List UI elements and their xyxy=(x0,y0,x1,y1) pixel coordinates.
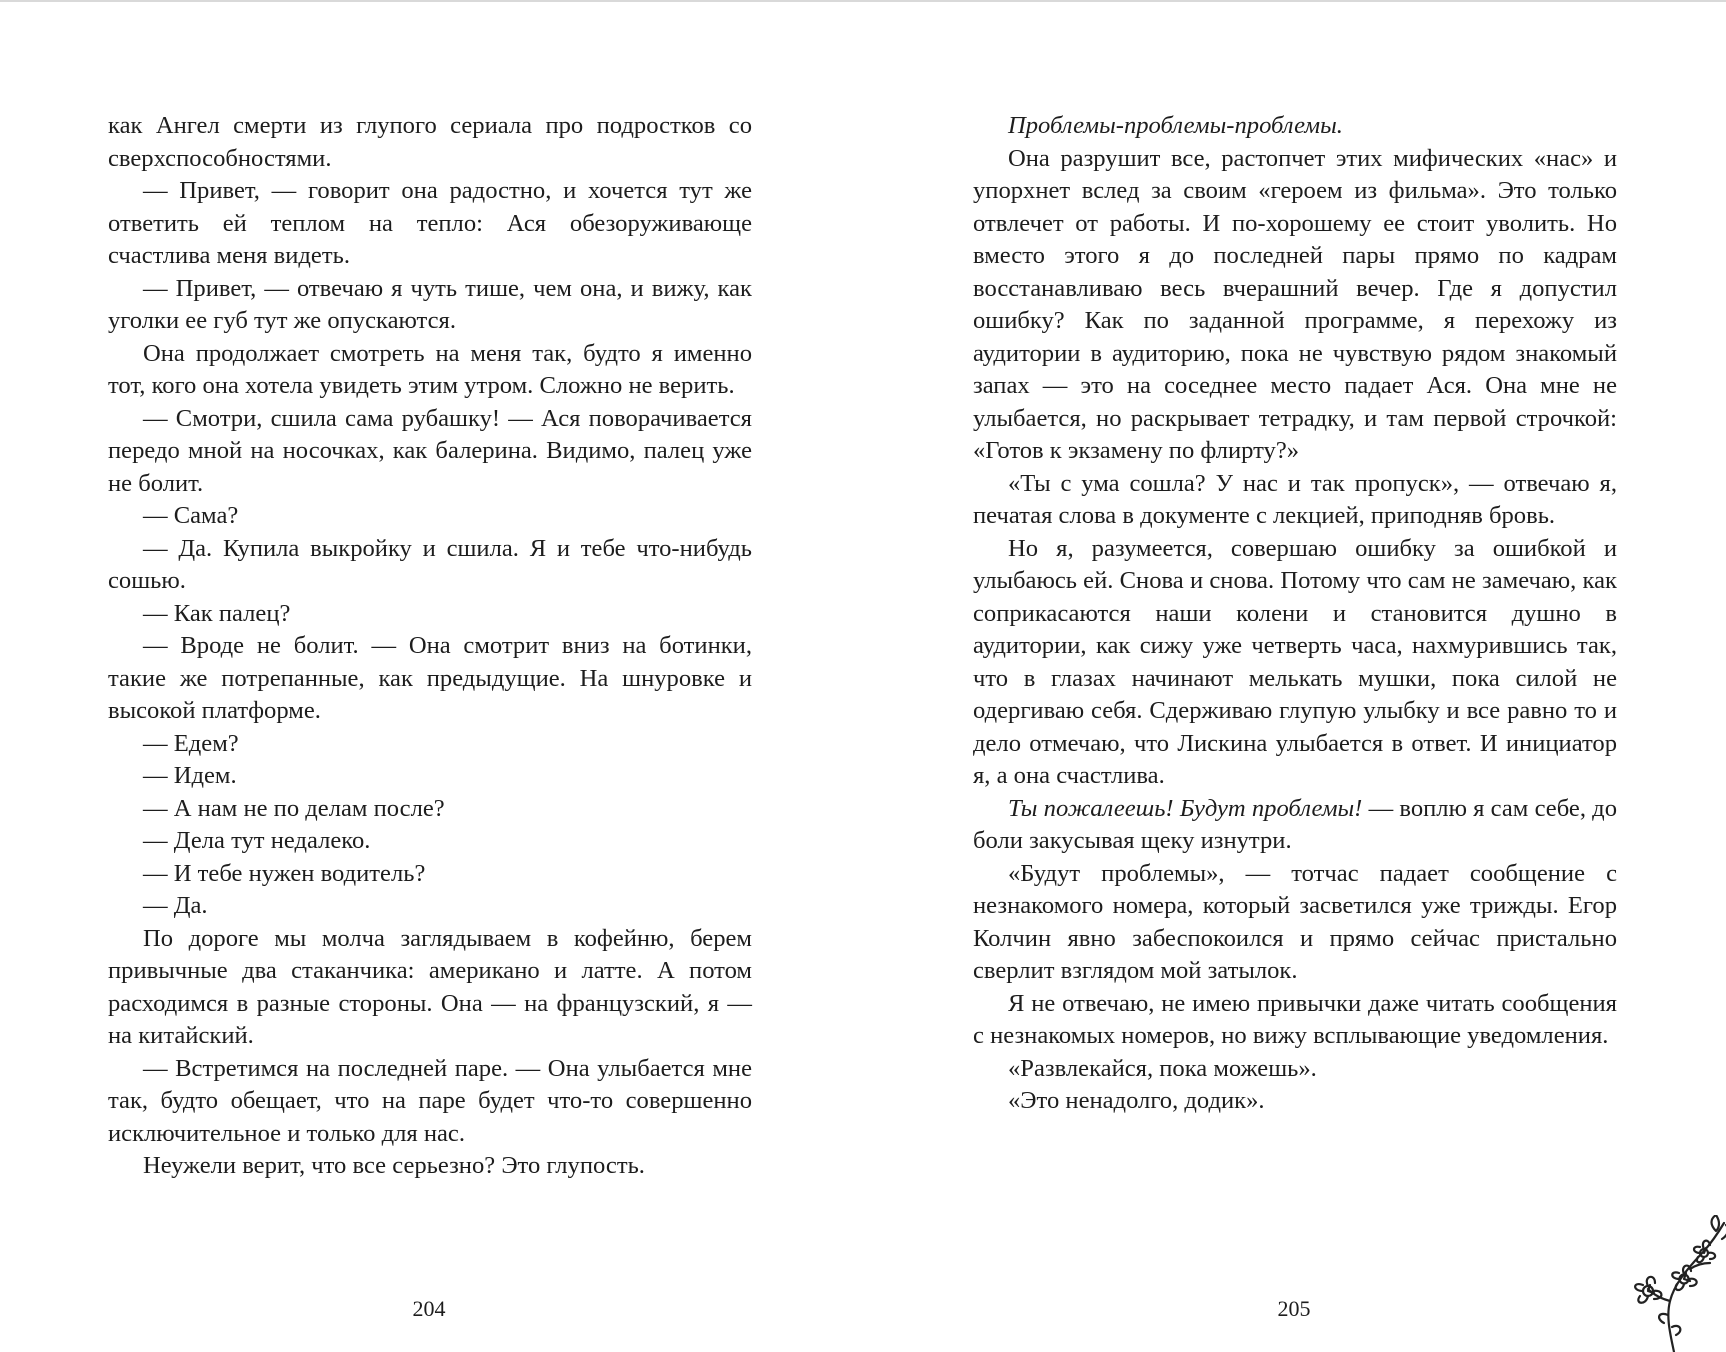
paragraph: Неужели верит, что все серьезно? Это глупость. xyxy=(143,1152,645,1179)
paragraph: — Да. Купила выкройку и сшила. Я и тебе что-нибудь сошью. xyxy=(108,534,752,594)
italic-text: Проблемы-проблемы-проблемы. xyxy=(1008,112,1343,139)
paragraph: Но я, разумеется, совершаю ошибку за ошибкой и улыбаюсь ей. Снова и снова. Потому что сам не замечаю, как соприкасаются наши колени и становится душно в аудитории, как сижу уже четверть часа, нахмурившись так, что в глазах начинают мелькать мушки, пока силой не одергиваю себя. Сдерживаю глупую улыбку и все равно то и дело отмечаю, что Лискина улыбается в ответ. И инициатор я, а она счастлива. xyxy=(973,534,1617,789)
paragraph: — Встретимся на последней паре. — Она улыбается мне так, будто обещает, что на паре будет что-то совершенно исключительное и только для нас. xyxy=(108,1054,752,1147)
paragraph: — Да. xyxy=(143,892,208,919)
paragraph: — Дела тут недалеко. xyxy=(143,827,371,854)
paragraph: Она продолжает смотреть на меня так, будто я именно тот, кого она хотела увидеть этим утром. Сложно не верить. xyxy=(108,339,752,399)
paragraph: — Вроде не болит. — Она смотрит вниз на ботинки, такие же потрепанные, как предыдущие. На шнуровке и высокой платформе. xyxy=(108,632,752,724)
paragraph: По дороге мы молча заглядываем в кофейню, берем привычные два стаканчика: американо и латте. А потом расходимся в разные стороны. Она — на французский, я — на китайский. xyxy=(108,924,752,1049)
top-border xyxy=(0,0,1726,2)
paragraph: — Идем. xyxy=(143,762,237,789)
paragraph: — И тебе нужен водитель? xyxy=(143,859,426,887)
paragraph: Она разрушит все, растопчет этих мифических «нас» и упорхнет вслед за своим «героем из фильма». Это только отвлечет от работы. И по-хорошему ее стоит уволить. Но вместо этого я до последней пары прямо по кадрам восстанавливаю весь вчерашний вечер. Где я допустил ошибку? Как по заданной программе, я перехожу из аудитории в аудиторию, пока не чувствую рядом знакомый запах — это на соседнее место падает Ася. Она мне не улыбается, но раскрывает тетрадку, и там первой строчкой: «Готов к экзамену по флирту?» xyxy=(973,144,1617,464)
mixed-paragraph xyxy=(973,793,1617,858)
page-number-right: 205 xyxy=(1277,1296,1311,1321)
paragraph: — Смотри, сшила сама рубашку! — Ася поворачивается передо мной на носочках, как балерина. Видимо, палец уже не болит. xyxy=(108,404,752,497)
paragraph-text: — воплю я сам себе, до боли закусывая щеку изнутри. xyxy=(973,794,1617,854)
paragraph: «Развлекайся, пока можешь». xyxy=(1008,1054,1317,1082)
left-page xyxy=(108,110,752,1260)
paragraph: Я не отвечаю, не имею привычки даже читать сообщения с незнакомых номеров, но вижу всплывающие уведомления. xyxy=(973,989,1617,1049)
flower-branch-icon xyxy=(1612,1215,1726,1352)
paragraph: — Сама? xyxy=(143,502,239,529)
right-page xyxy=(973,110,1617,1260)
paragraph: — Привет, — отвечаю я чуть тише, чем она, и вижу, как уголки ее губ тут же опускаются. xyxy=(108,274,752,334)
italic-text: Ты пожалеешь! Будут проблемы! xyxy=(1008,794,1363,822)
paragraph: — А нам не по делам после? xyxy=(143,794,445,822)
italic-paragraph xyxy=(973,110,1617,143)
paragraph: «Это ненадолго, додик». xyxy=(1008,1087,1265,1114)
paragraph: — Привет, — говорит она радостно, и хочется тут же ответить ей теплом на тепло: Ася обезоруживающе счастлива меня видеть. xyxy=(108,177,752,269)
paragraph: — Едем? xyxy=(143,729,239,757)
paragraph: «Будут проблемы», — тотчас падает сообщение с незнакомого номера, который засветился уже трижды. Егор Колчин явно забеспокоился и прямо сейчас пристально сверлит взглядом мой затылок. xyxy=(973,859,1617,984)
page-number-left: 204 xyxy=(412,1296,446,1321)
paragraph: «Ты с ума сошла? У нас и так пропуск», — отвечаю я, печатая слова в документе с лекцией, приподняв бровь. xyxy=(973,469,1617,529)
paragraph: — Как палец? xyxy=(143,599,291,627)
paragraph: как Ангел смерти из глупого сериала про подростков со сверхспособностями. xyxy=(108,112,752,172)
